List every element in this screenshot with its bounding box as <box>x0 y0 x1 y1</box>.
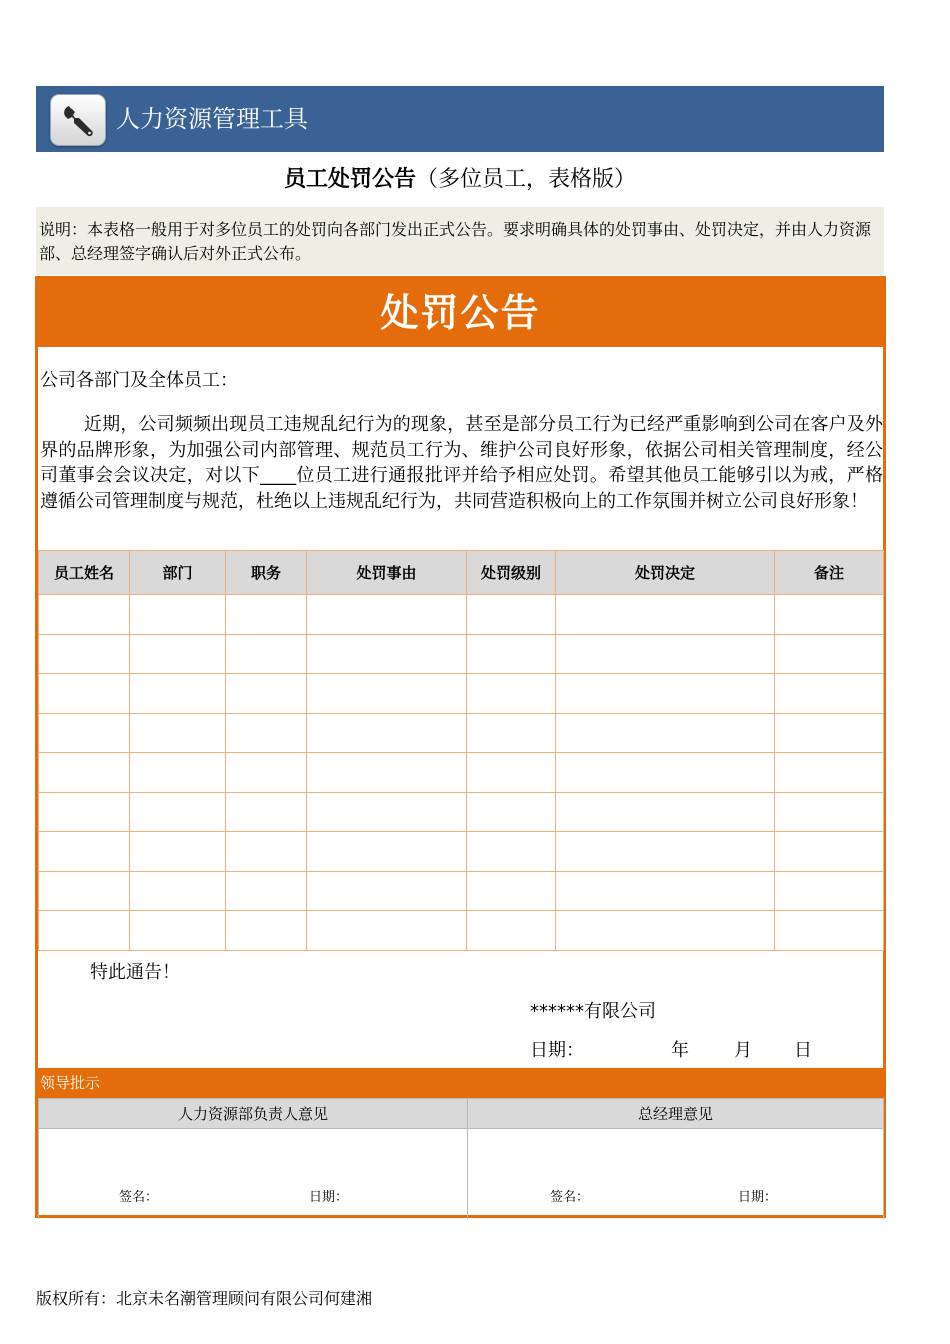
hr-opinion-header: 人力资源部负责人意见 <box>39 1099 468 1129</box>
table-cell[interactable] <box>226 634 307 674</box>
table-cell[interactable] <box>556 911 775 951</box>
table-cell[interactable] <box>226 792 307 832</box>
table-cell[interactable] <box>130 792 226 832</box>
col-header-remarks: 备注 <box>775 551 884 595</box>
table-cell[interactable] <box>39 792 130 832</box>
notice-frame <box>35 276 886 1218</box>
closing-text: 特此通告！ <box>90 962 180 983</box>
document-title-sub: （多位员工，表格版） <box>416 167 637 192</box>
table-cell[interactable] <box>467 595 556 635</box>
table-header-row <box>39 551 884 595</box>
col-header-reason: 处罚事由 <box>307 551 467 595</box>
table-cell[interactable] <box>130 871 226 911</box>
approval-table <box>38 1098 884 1219</box>
table-cell[interactable] <box>226 911 307 951</box>
table-cell[interactable] <box>556 713 775 753</box>
table-cell[interactable] <box>307 911 467 951</box>
table-cell[interactable] <box>467 674 556 714</box>
table-row <box>39 595 884 635</box>
table-cell[interactable] <box>307 634 467 674</box>
approval-title: 领导批示 <box>38 1068 883 1098</box>
company-name: ******有限公司 <box>530 1001 656 1022</box>
table-cell[interactable] <box>775 753 884 793</box>
table-cell[interactable] <box>307 871 467 911</box>
table-cell[interactable] <box>775 713 884 753</box>
notice-body: 近期，公司频频出现员工违规乱纪行为的现象，甚至是部分员工行为已经严重影响到公司在客户及外界的品牌形象，为加强公司内部管理、规范员工行为、维护公司良好形象，依据公司相关管理制度，经公司董事会会议决定，对以下____位员工进行通报批评并给予相应处罚。希望其他员工能够引以为戒，严格遵循公司管理制度与规范，杜绝以上违规乱纪行为，共同营造积极向上的工作氛围并树立公司良好形象！ <box>40 414 883 512</box>
wrench-icon[interactable] <box>50 94 106 146</box>
table-cell[interactable] <box>307 713 467 753</box>
notice-banner: 处罚公告 <box>38 279 883 347</box>
table-cell[interactable] <box>226 753 307 793</box>
table-cell[interactable] <box>130 634 226 674</box>
hr-date-label: 日期： <box>309 1190 349 1205</box>
col-header-department: 部门 <box>130 551 226 595</box>
table-cell[interactable] <box>467 792 556 832</box>
table-cell[interactable] <box>39 871 130 911</box>
gm-opinion-header: 总经理意见 <box>468 1099 884 1129</box>
table-cell[interactable] <box>130 911 226 951</box>
notice-date <box>530 1039 830 1063</box>
table-cell[interactable] <box>39 753 130 793</box>
table-cell[interactable] <box>556 634 775 674</box>
table-cell[interactable] <box>467 832 556 872</box>
table-cell[interactable] <box>39 634 130 674</box>
table-cell[interactable] <box>39 713 130 753</box>
table-cell[interactable] <box>556 832 775 872</box>
app-title: 人力资源管理工具 <box>116 105 308 133</box>
table-row <box>39 911 884 951</box>
table-cell[interactable] <box>307 595 467 635</box>
table-cell[interactable] <box>226 713 307 753</box>
table-cell[interactable] <box>556 871 775 911</box>
penalty-table <box>38 550 884 951</box>
table-cell[interactable] <box>39 674 130 714</box>
table-row <box>39 674 884 714</box>
header-bar <box>36 86 884 152</box>
table-cell[interactable] <box>307 674 467 714</box>
table-row <box>39 634 884 674</box>
gm-date-label: 日期： <box>738 1190 778 1205</box>
table-cell[interactable] <box>130 753 226 793</box>
table-cell[interactable] <box>775 674 884 714</box>
table-cell[interactable] <box>226 832 307 872</box>
col-header-decision: 处罚决定 <box>556 551 775 595</box>
table-cell[interactable] <box>467 634 556 674</box>
table-cell[interactable] <box>307 753 467 793</box>
table-cell[interactable] <box>467 713 556 753</box>
salutation: 公司各部门及全体员工： <box>40 370 238 391</box>
table-cell[interactable] <box>467 753 556 793</box>
table-cell[interactable] <box>775 634 884 674</box>
table-cell[interactable] <box>775 871 884 911</box>
table-cell[interactable] <box>467 871 556 911</box>
date-day: 日 <box>794 1040 812 1061</box>
table-cell[interactable] <box>39 911 130 951</box>
table-cell[interactable] <box>130 832 226 872</box>
table-cell[interactable] <box>307 792 467 832</box>
table-row <box>39 832 884 872</box>
table-cell[interactable] <box>130 674 226 714</box>
table-row <box>39 753 884 793</box>
document-title <box>36 164 884 196</box>
table-row <box>39 792 884 832</box>
table-cell[interactable] <box>775 595 884 635</box>
table-cell[interactable] <box>226 674 307 714</box>
table-cell[interactable] <box>226 871 307 911</box>
hr-sign-label: 签名： <box>119 1190 159 1205</box>
table-row <box>39 871 884 911</box>
table-cell[interactable] <box>39 595 130 635</box>
document-title-main: 员工处罚公告 <box>283 167 416 192</box>
table-cell[interactable] <box>556 595 775 635</box>
table-cell[interactable] <box>556 792 775 832</box>
copyright: 版权所有：北京未名潮管理顾问有限公司何建湘 <box>36 1289 373 1308</box>
table-cell[interactable] <box>775 911 884 951</box>
table-cell[interactable] <box>775 792 884 832</box>
col-header-position: 职务 <box>226 551 307 595</box>
date-label: 日期： <box>530 1040 584 1061</box>
table-cell[interactable] <box>775 832 884 872</box>
table-cell[interactable] <box>556 753 775 793</box>
table-cell[interactable] <box>39 832 130 872</box>
table-cell[interactable] <box>556 674 775 714</box>
table-cell[interactable] <box>226 595 307 635</box>
col-header-level: 处罚级别 <box>467 551 556 595</box>
description-box: 说明：本表格一般用于对多位员工的处罚向各部门发出正式公告。要求明确具体的处罚事由、处罚决定，并由人力资源部、总经理签字确认后对外正式公布。 <box>36 207 884 275</box>
table-row <box>39 713 884 753</box>
table-cell[interactable] <box>307 832 467 872</box>
gm-opinion-cell[interactable] <box>468 1129 884 1219</box>
date-year: 年 <box>671 1040 689 1061</box>
gm-sign-label: 签名： <box>550 1190 590 1205</box>
table-cell[interactable] <box>130 713 226 753</box>
table-cell[interactable] <box>467 911 556 951</box>
date-month: 月 <box>734 1040 752 1061</box>
table-cell[interactable] <box>130 595 226 635</box>
hr-opinion-cell[interactable] <box>39 1129 468 1219</box>
col-header-name: 员工姓名 <box>39 551 130 595</box>
